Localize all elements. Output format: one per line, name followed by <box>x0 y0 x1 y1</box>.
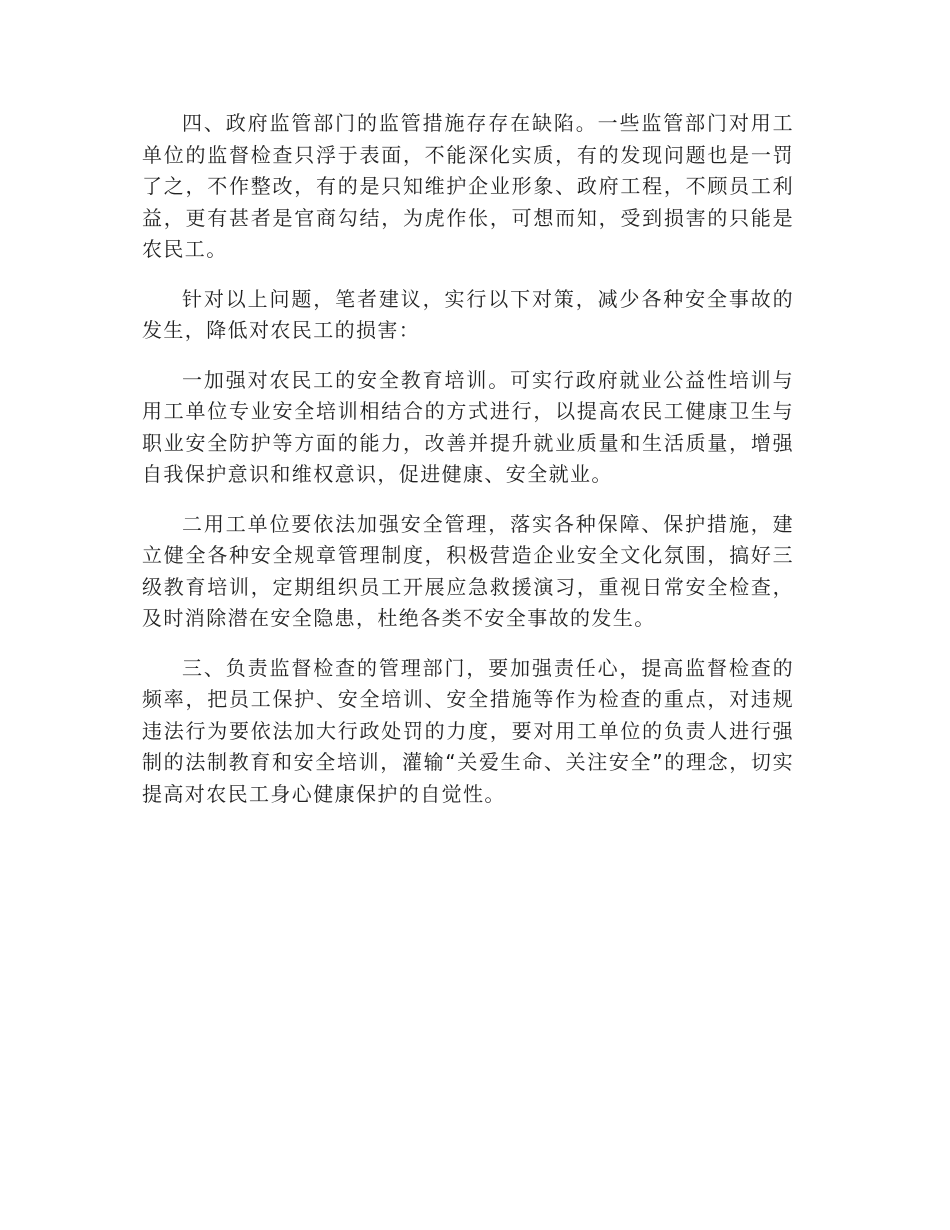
paragraph-supervision-defects: 四、政府监管部门的监管措施存存在缺陷。一些监管部门对用工单位的监督检查只浮于表面，不能深化实质，有的发现问题也是一罚了之，不作整改，有的是只知维护企业形象、政府工程，不顾员工利益，更有甚者是官商勾结，为虎作伥，可想而知，受到损害的只能是农民工。 <box>142 111 794 261</box>
paragraph-regulator-oversight: 三、负责监督检查的管理部门，要加强责任心，提高监督检查的频率，把员工保护、安全培训、安全措施等作为检查的重点，对违规违法行为要依法加大行政处罚的力度，要对用工单位的负责人进行强制的法制教育和安全培训，灌输“关爱生命、关注安全”的理念，切实提高对农民工身心健康保护的自觉性。 <box>142 655 794 806</box>
paragraph-safety-training: 一加强对农民工的安全教育培训。可实行政府就业公益性培训与用工单位专业安全培训相结合的方式进行，以提高农民工健康卫生与职业安全防护等方面的能力，改善并提升就业质量和生活质量，增强自我保护意识和维权意识，促进健康、安全就业。 <box>142 367 794 486</box>
paragraph-suggestions-intro: 针对以上问题，笔者建议，实行以下对策，减少各种安全事故的发生，降低对农民工的损害： <box>142 286 794 342</box>
paragraph-employer-management: 二用工单位要依法加强安全管理，落实各种保障、保护措施，建立健全各种安全规章管理制度，积极营造企业安全文化氛围，搞好三级教育培训，定期组织员工开展应急救援演习，重视日常安全检查，及时消除潜在安全隐患，杜绝各类不安全事故的发生。 <box>142 511 794 630</box>
